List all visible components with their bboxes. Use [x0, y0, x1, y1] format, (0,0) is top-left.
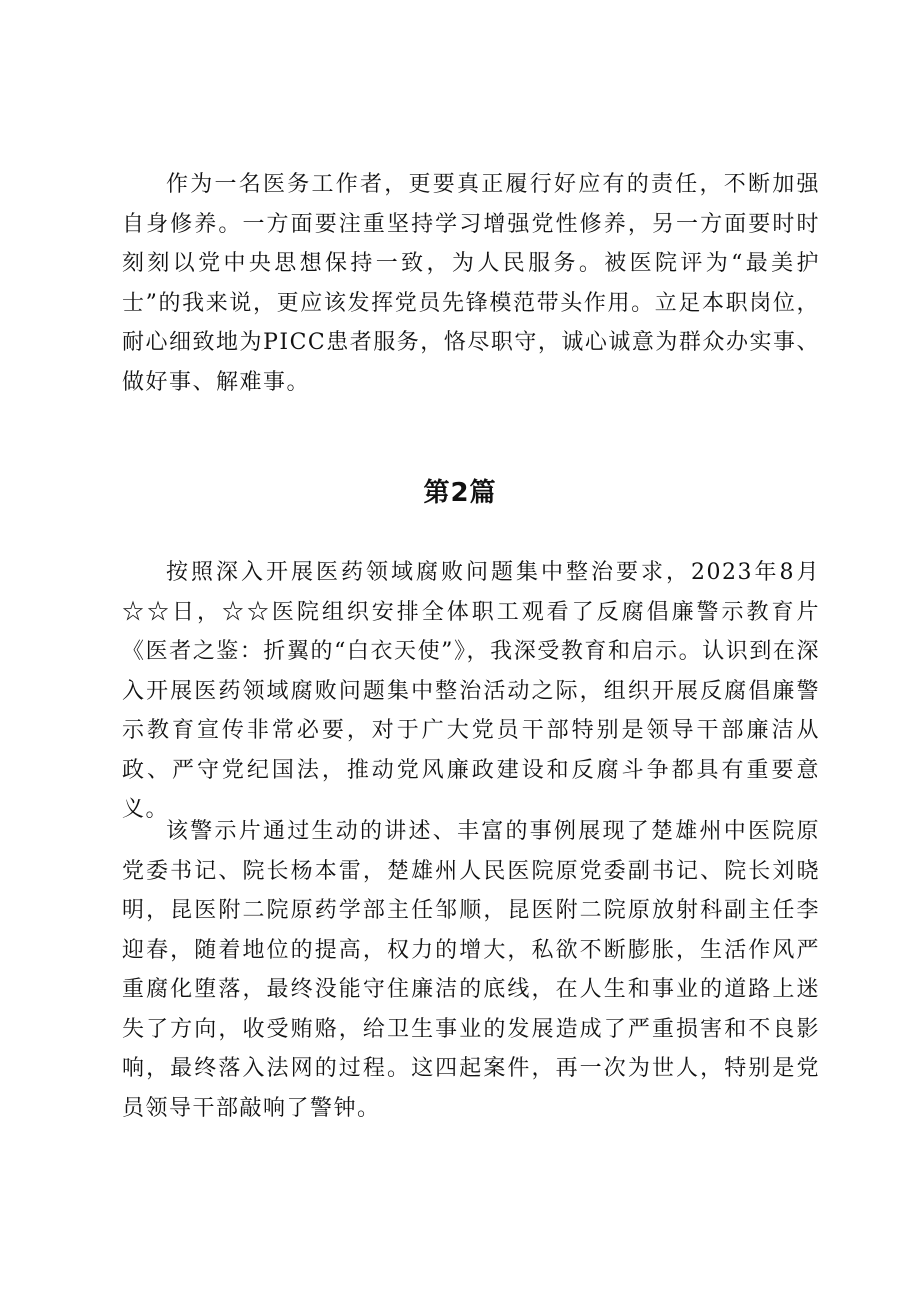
paragraph-case-summary: 该警示片通过生动的讲述、丰富的事例展现了楚雄州中医院原党委书记、院长杨本雷，楚雄州人民医院原党委副书记、院长刘晓明，昆医附二院原药学部主任邹顺，昆医附二院原放射科副主任李迎春，随着地位的提高，权力的增大，私欲不断膨胀，生活作风严重腐化堕落，最终没能守住廉洁的底线，在人生和事业的道路上迷失了方向，收受贿赂，给卫生事业的发展造成了严重损害和不良影响，最终落入法网的过程。这四起案件，再一次为世人，特别是党员领导干部敲响了警钟。 [122, 819, 820, 1121]
paragraph-warning-film: 按照深入开展医药领域腐败问题集中整治要求，2023年8月☆☆日，☆☆医院组织安排全体职工观看了反腐倡廉警示教育片《医者之鉴：折翼的“白衣天使”》，我深受教育和启示。认识到在深入开展医药领域腐败问题集中整治活动之际，组织开展反腐倡廉警示教育宣传非常必要，对于广大党员干部特别是领导干部廉洁从政、严守党纪国法，推动党风廉政建设和反腐斗争都具有重要意义。 [122, 560, 820, 822]
section-heading: 第2篇 [423, 478, 497, 508]
paragraph-duty: 作为一名医务工作者，更要真正履行好应有的责任，不断加强自身修养。一方面要注重坚持学习增强党性修养，另一方面要时时刻刻以党中央思想保持一致，为人民服务。被医院评为“最美护士”的我来说，更应该发挥党员先锋模范带头作用。立足本职岗位，耐心细致地为PICC患者服务，恪尽职守，诚心诚意为群众办实事、做好事、解难事。 [122, 172, 820, 395]
